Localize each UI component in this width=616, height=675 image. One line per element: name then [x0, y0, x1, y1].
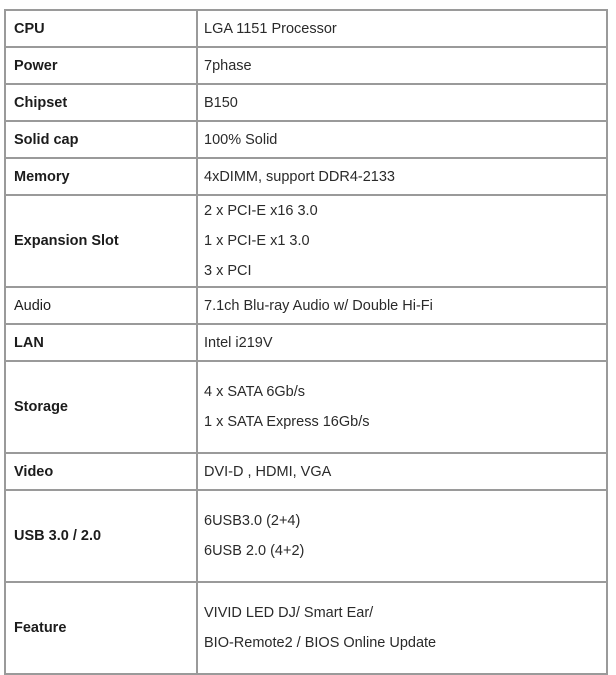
spec-value-line: VIVID LED DJ/ Smart Ear/ [204, 605, 374, 621]
spec-value-cell [197, 10, 607, 47]
spec-value-line: 4xDIMM, support DDR4-2133 [204, 168, 395, 185]
spec-value-line: BIO-Remote2 / BIOS Online Update [204, 635, 437, 651]
spec-value-line: 6USB 2.0 (4+2) [204, 543, 305, 559]
spec-row [5, 582, 607, 674]
spec-label: Solid cap [5, 121, 197, 158]
spec-value-cell [197, 324, 607, 361]
spec-value-line: 7phase [204, 57, 252, 74]
spec-value-line: 3 x PCI [204, 263, 252, 279]
spec-value-line: B150 [204, 94, 238, 111]
spec-label: Audio [5, 287, 197, 324]
spec-row [5, 361, 607, 453]
specs-table-body [5, 10, 607, 674]
spec-value-line: 6USB3.0 (2+4) [204, 513, 301, 529]
spec-value-line: 7.1ch Blu-ray Audio w/ Double Hi-Fi [204, 297, 433, 314]
spec-row [5, 287, 607, 324]
spec-row [5, 10, 607, 47]
spec-label: Storage [5, 361, 197, 453]
spec-label: Feature [5, 582, 197, 674]
spec-label: Video [5, 453, 197, 490]
spec-row [5, 195, 607, 287]
spec-value-cell [197, 195, 607, 287]
spec-label: Memory [5, 158, 197, 195]
specs-table [4, 9, 608, 675]
spec-value-line: 1 x PCI-E x1 3.0 [204, 233, 310, 249]
spec-value-line: LGA 1151 Processor [204, 20, 337, 37]
spec-row [5, 121, 607, 158]
spec-value-cell [197, 84, 607, 121]
spec-label: Expansion Slot [5, 195, 197, 287]
spec-label: Chipset [5, 84, 197, 121]
spec-value-cell [197, 121, 607, 158]
spec-value-cell [197, 158, 607, 195]
spec-value-cell [197, 582, 607, 674]
spec-value-line: Intel i219V [204, 334, 273, 351]
spec-row [5, 490, 607, 582]
spec-value-cell [197, 287, 607, 324]
spec-row [5, 453, 607, 490]
spec-label: USB 3.0 / 2.0 [5, 490, 197, 582]
spec-value-line: 2 x PCI-E x16 3.0 [204, 203, 318, 219]
spec-value-cell [197, 490, 607, 582]
spec-value-cell [197, 453, 607, 490]
spec-label: CPU [5, 10, 197, 47]
spec-row [5, 158, 607, 195]
spec-value-cell [197, 47, 607, 84]
spec-row [5, 324, 607, 361]
spec-value-cell [197, 361, 607, 453]
spec-value-line: 100% Solid [204, 131, 278, 148]
spec-value-line: 4 x SATA 6Gb/s [204, 384, 306, 400]
spec-label: LAN [5, 324, 197, 361]
spec-row [5, 47, 607, 84]
spec-value-line: 1 x SATA Express 16Gb/s [204, 414, 370, 430]
spec-value-line: DVI-D , HDMI, VGA [204, 463, 332, 480]
spec-label: Power [5, 47, 197, 84]
spec-row [5, 84, 607, 121]
